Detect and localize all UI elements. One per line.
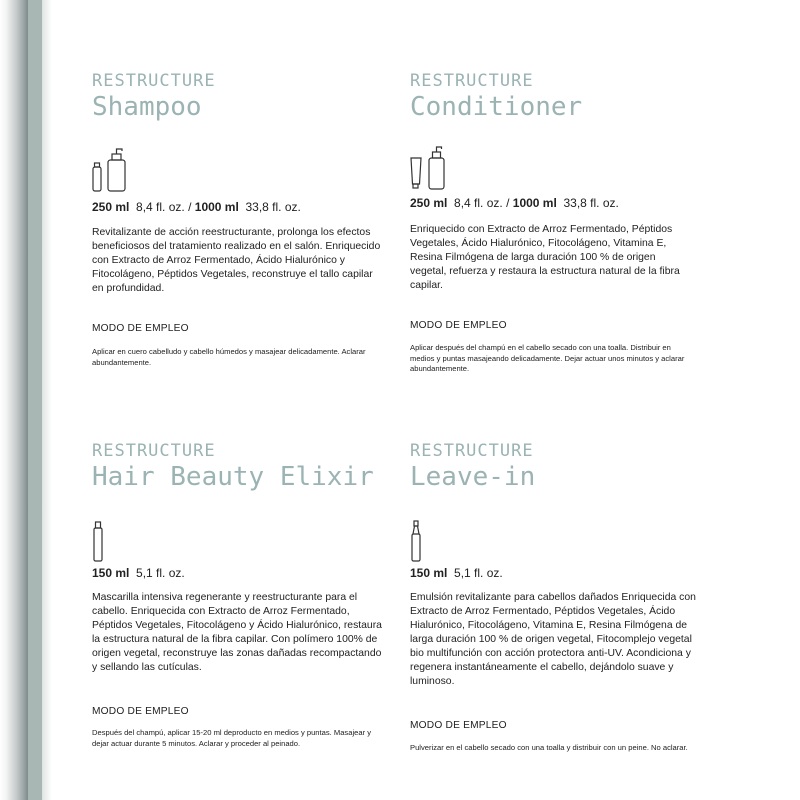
product-hair-beauty-elixir [92, 400, 392, 800]
product-description: Emulsión revitalizante para cabellos dañados Enriquecida con Extracto de Arroz Fermentado, Péptidos Vegetales, Ácido Hialurónico, Fitocolágeno, Vitamina E, Resina Filmógena de larga duración 100 % de origen vegetal, Fitocomplejo vegetal bio multifunción con acción protectora anti-UV. Acondiciona y regenera instantáneamente el cabello, dejándolo suave y luminoso. [410, 592, 696, 687]
product-name: Shampoo [92, 92, 202, 122]
product-shampoo [92, 0, 392, 400]
product-brand: RESTRUCTURE [92, 441, 216, 461]
product-sizes [410, 196, 619, 210]
size-primary-oz: 5,1 fl. oz. [454, 566, 503, 580]
usage-title: MODO DE EMPLEO [92, 706, 189, 717]
usage-instructions: Después del champú, aplicar 15-20 ml deproducto en medios y puntas. Masajear y dejar actuar durante 5 minutos. Aclarar y proceder al peinado. [92, 728, 372, 748]
page-edge-stripe [28, 0, 42, 800]
product-sizes [410, 566, 503, 580]
usage-instructions: Aplicar después del champú en el cabello secado con una toalla. Distribuir en medios y puntas masajeando delicadamente. Dejar actuar unos minutos y aclarar abundantemente. [410, 343, 685, 373]
product-name: Conditioner [410, 92, 583, 122]
product-description: Enriquecido con Extracto de Arroz Fermentado, Péptidos Vegetales, Ácido Hialurónico, Fitocolágeno, Vitamina E, Resina Filmógena de larga duración 100 % de origen vegetal, refuerza y restaura la estructura natural de la fibra capilar. [410, 224, 680, 291]
size-secondary-oz: 33,8 fl. oz. [245, 200, 301, 214]
packaging-icons [92, 518, 108, 564]
product-name: Hair Beauty Elixir [92, 462, 374, 492]
size-secondary-oz: 33,8 fl. oz. [563, 196, 619, 210]
pump-bottle-icon [429, 147, 444, 189]
page-edge-gradient [42, 0, 52, 800]
page-edge-shadow [0, 0, 28, 800]
size-separator: / [188, 200, 192, 214]
size-primary: 250 ml [92, 200, 130, 214]
product-brand: RESTRUCTURE [410, 441, 534, 461]
packaging-icons [410, 144, 450, 190]
usage-title: MODO DE EMPLEO [410, 320, 507, 331]
product-brand: RESTRUCTURE [410, 71, 534, 91]
size-secondary: 1000 ml [194, 200, 239, 214]
product-description: Mascarilla intensiva regenerante y reestructurante para el cabello. Enriquecida con Extracto de Arroz Fermentado, Péptidos Vegetales, Fitocolágeno y Ácido Hialurónico, restaura la estructura natural de la fibra capilar. Con polímero 100% de origen vegetal, reconstruye las zonas dañadas recompactando y sellando las cutículas. [92, 592, 382, 673]
dropper-bottle-icon [94, 522, 102, 561]
packaging-icons [92, 146, 132, 192]
usage-instructions: Aplicar en cuero cabelludo y cabello húmedos y masajear delicadamente. Aclarar abundantemente. [92, 347, 366, 367]
size-primary: 150 ml [410, 566, 448, 580]
product-sizes [92, 200, 301, 214]
product-conditioner [410, 0, 710, 400]
pump-bottle-icon [108, 149, 125, 191]
size-primary-oz: 8,4 fl. oz. [454, 196, 503, 210]
usage-title: MODO DE EMPLEO [92, 323, 189, 334]
product-description: Revitalizante de acción reestructurante, prolonga los efectos beneficiosos del tratamiento realizado en el salón. Enriquecido con Extracto de Arroz Fermentado, Ácido Hialurónico y Fitocolágeno, Péptidos Vegetales, reconstruye el tallo capilar en profundidad. [92, 227, 381, 294]
usage-title: MODO DE EMPLEO [410, 720, 507, 731]
size-primary: 250 ml [410, 196, 448, 210]
size-primary-oz: 8,4 fl. oz. [136, 200, 185, 214]
size-separator: / [506, 196, 510, 210]
spray-bottle-icon [412, 521, 420, 561]
tube-icon [411, 158, 421, 188]
product-leave-in [410, 400, 710, 800]
product-name: Leave-in [410, 462, 536, 492]
product-sizes [92, 566, 185, 580]
product-brand: RESTRUCTURE [92, 71, 216, 91]
size-primary-oz: 5,1 fl. oz. [136, 566, 185, 580]
packaging-icons [410, 518, 426, 564]
size-secondary: 1000 ml [512, 196, 557, 210]
usage-instructions: Pulverizar en el cabello secado con una toalla y distribuir con un peine. No aclarar. [410, 743, 688, 752]
small-bottle-icon [93, 163, 101, 191]
size-primary: 150 ml [92, 566, 130, 580]
